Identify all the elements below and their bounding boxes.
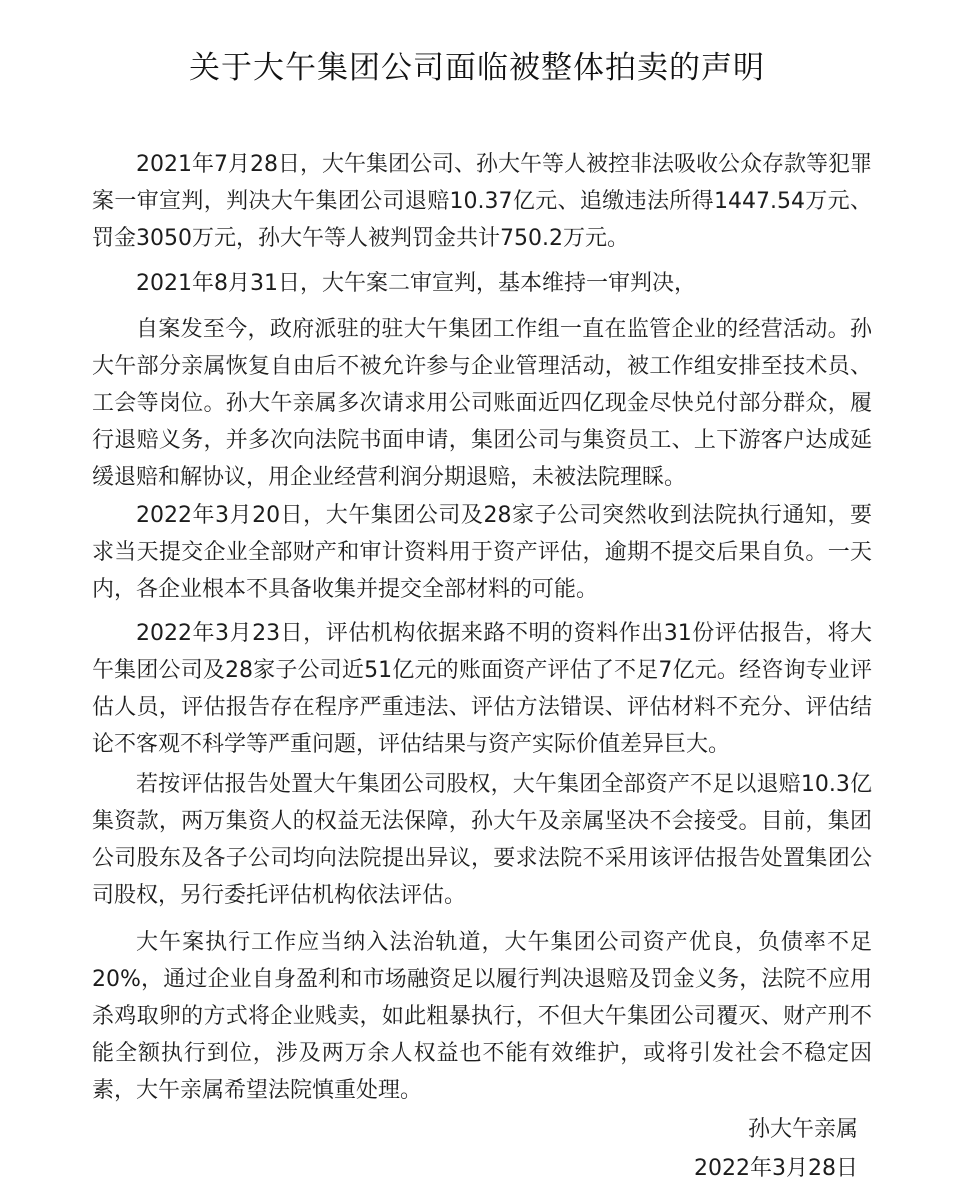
paragraph-work-group-supervision: 自案发至今，政府派驻的驻大午集团工作组一直在监管企业的经营活动。孙大午部分亲属恢复自由后不被允许参与企业管理活动，被工作组安排至技术员、工会等岗位。孙大午亲属多次请求用公司账面近四亿现金尽快兑付部分群众，履行退赔义务，并多次向法院书面申请，集团公司与集资员工、上下游客户达成延缓退赔和解协议，用企业经营利润分期退赔，未被法院理睬。 (92, 317, 872, 490)
paragraph-execution-notice: 2022年3月20日，大午集团公司及28家子公司突然收到法院执行通知，要求当天提交企业全部财产和审计资料用于资产评估，逾期不提交后果自负。一天内，各企业根本不具备收集并提交全部材料的可能。 (92, 503, 872, 602)
document-date: 2022年3月28日 (694, 1156, 858, 1181)
paragraph-first-instance-verdict: 2021年7月28日，大午集团公司、孙大午等人被控非法吸收公众存款等犯罪案一审宣判，判决大午集团公司退赔10.37亿元、追缴违法所得1447.54万元、罚金3050万元，孙大午等人被判罚金共计750.2万元。 (92, 152, 872, 251)
paragraph-appeal: 大午案执行工作应当纳入法治轨道，大午集团公司资产优良，负债率不足20%，通过企业自身盈利和市场融资足以履行判决退赔及罚金义务，法院不应用杀鸡取卵的方式将企业贱卖，如此粗暴执行，不但大午集团公司覆灭、财产刑不能全额执行到位，涉及两万余人权益也不能有效维护，或将引发社会不稳定因素，大午亲属希望法院慎重处理。 (92, 930, 872, 1103)
paragraph-objection: 若按评估报告处置大午集团公司股权，大午集团全部资产不足以退赔10.3亿集资款，两万集资人的权益无法保障，孙大午及亲属坚决不会接受。目前，集团公司股东及各子公司均向法院提出异议，要求法院不采用该评估报告处置集团公司股权，另行委托评估机构依法评估。 (92, 772, 872, 908)
paragraph-valuation-report: 2022年3月23日，评估机构依据来路不明的资料作出31份评估报告，将大午集团公司及28家子公司近51亿元的账面资产评估了不足7亿元。经咨询专业评估人员，评估报告存在程序严重违法、评估方法错误、评估材料不充分、评估结论不客观不科学等严重问题，评估结果与资产实际价值差异巨大。 (92, 621, 872, 757)
paragraph-second-instance-verdict: 2021年8月31日，大午案二审宣判，基本维持一审判决， (136, 271, 696, 296)
signature: 孙大午亲属 (747, 1117, 858, 1142)
document-title: 关于大午集团公司面临被整体拍卖的声明 (189, 50, 765, 86)
